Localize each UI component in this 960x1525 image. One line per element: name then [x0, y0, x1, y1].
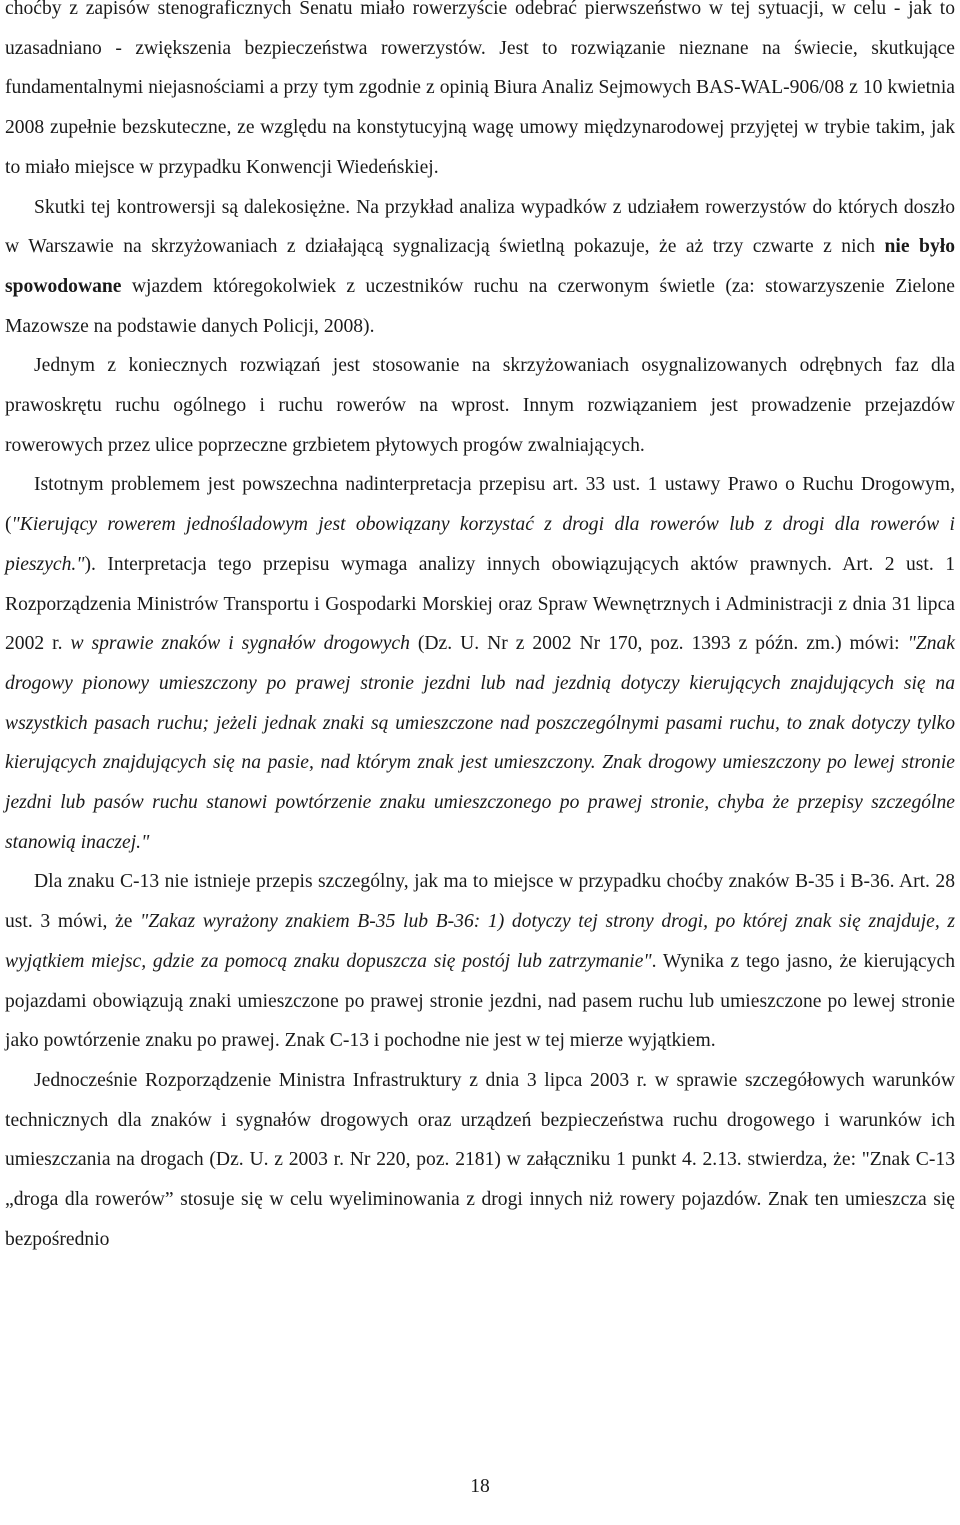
paragraph-continued [5, 0, 955, 188]
paragraph-text: Dla znaku C-13 nie istnieje przepis szczególny, jak ma to miejsce w przypadku choćby znaków B-35 i B-36. Art. 28 ust. 3 mówi, że [5, 871, 955, 933]
paragraph-text: wjazdem któregokolwiek z uczestników ruchu na czerwonym świetle (za: stowarzyszenie Zielone Mazowsze na podstawie danych Policji, 2008). [5, 275, 955, 337]
quote-italic: "Zakaz wyrażony znakiem B-35 lub B-36: 1) dotyczy tej strony drogi, po której znak się znajduje, z wyjątkiem miejsc, gdzie za pomocą znaku dopuszcza się postój lub zatrzymanie" [5, 911, 955, 972]
title-italic: w sprawie znaków i sygnałów drogowych [70, 633, 410, 655]
paragraph-art-33 [5, 465, 955, 862]
paragraph-text: Skutki tej kontrowersji są dalekosiężne. Na przykład analiza wypadków z udziałem rowerzystów do których doszło w Warszawie na skrzyżowaniach z działającą sygnalizacją świetlną pokazuje, że aż trzy czwarte z nich [5, 196, 955, 258]
paragraph-text: . Wynika z tego jasno, że kierujących pojazdami obowiązują znaki umieszczone po prawej stronie jezdni, nad pasem ruchu lub umieszczone po lewej stronie jako powtórzenie znaku po prawej. Znak C-13 i pochodne nie jest w tej mierze wyjątkiem. [5, 950, 955, 1052]
paragraph-text: ). Interpretacja tego przepisu wymaga analizy innych obowiązujących aktów prawnych. Art. 2 ust. 1 Rozporządzenia Ministrów Transportu i Gospodarki Morskiej oraz Spraw Wewnętrznych i Administracji z dnia 31 lipca 2002 r. [5, 553, 955, 655]
emphasis-bold: nie było spowodowane [5, 236, 955, 297]
paragraph-text: Jednym z koniecznych rozwiązań jest stosowanie na skrzyżowaniach osygnalizowanych odrębnych faz dla prawoskrętu ruchu ogólnego i ruchu rowerów na wprost. Innym rozwiązaniem jest prowadzenie przejazdów rowerowych przez ulice poprzeczne grzbietem płytowych progów zwalniających. [5, 355, 955, 456]
paragraph-solutions [5, 346, 955, 465]
paragraph-c13 [5, 862, 955, 1061]
paragraph-text: (Dz. U. Nr z 2002 Nr 170, poz. 1393 z późn. zm.) mówi: [409, 633, 908, 655]
paragraph-text: Jednocześnie Rozporządzenie Ministra Infrastruktury z dnia 3 lipca 2003 r. w sprawie szczegółowych warunków technicznych dla znaków i sygnałów drogowych oraz urządzeń bezpieczeństwa ruchu drogowego i warunków ich umieszczania na drogach (Dz. U. z 2003 r. Nr 220, poz. 2181) w załączniku 1 punkt 4. 2.13. stwierdza, że: "Znak C-13 „droga dla rowerów” stosuje się w celu wyeliminowania z drogi innych niż rowery pojazdów. Znak ten umieszcza się bezpośrednio [5, 1069, 955, 1250]
paragraph-regulation [5, 1061, 955, 1260]
paragraph-text: Istotnym problemem jest powszechna nadinterpretacja przepisu art. 33 ust. 1 ustawy Prawo o Ruchu Drogowym, ( [5, 474, 955, 536]
page-number: 18 [470, 1476, 490, 1497]
paragraph-text: choćby z zapisów stenograficznych Senatu miało rowerzyście odebrać pierwszeństwo w tej sytuacji, w celu - jak to uzasadniano - zwiększenia bezpieczeństwa rowerzystów. Jest to rozwiązanie nieznane na świecie, skutkujące fundamentalnymi niejasnościami a przy tym zgodnie z opinią Biura Analiz Sejmowych BAS-WAL-906/08 z 10 kwietnia 2008 zupełnie bezskuteczne, ze względu na konstytucyjną wagę umowy międzynarodowej przyjętej w trybie takim, jak to miało miejsce w przypadku Konwencji Wiedeńskiej. [5, 0, 955, 178]
quote-italic: "Kierujący rowerem jednośladowym jest obowiązany korzystać z drogi dla rowerów lub z drogi dla rowerów i pieszych." [5, 514, 955, 575]
quote-italic: "Znak drogowy pionowy umieszczony po prawej stronie jezdni lub nad jezdnią dotyczy kierujących znajdujących się na wszystkich pasach ruchu; jeżeli jednak znaki są umieszczone nad poszczególnymi pasami ruchu, to znak dotyczy tylko kierujących znajdujących się na pasie, nad którym znak jest umieszczony. Znak drogowy umieszczony po lewej stronie jezdni lub pasów ruchu stanowi powtórzenie znaku umieszczonego po prawej stronie, chyba że przepisy szczególne stanowią inaczej." [5, 633, 955, 853]
paragraph-accident-analysis [5, 188, 955, 347]
document-page [5, 0, 955, 1260]
